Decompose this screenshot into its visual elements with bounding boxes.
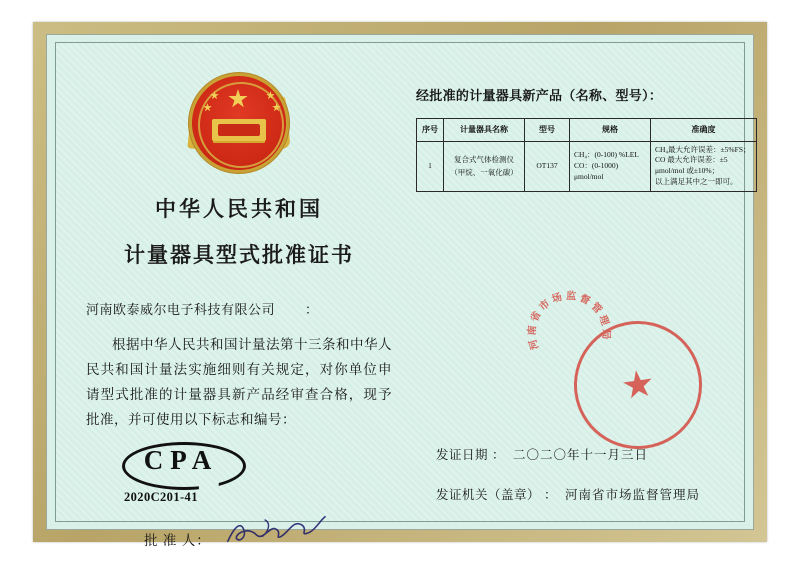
seal-char: 南 [526,325,539,336]
emblem-tiananmen-gate [212,119,266,141]
issue-date-row [436,445,746,463]
seal-char: 河 [527,337,542,351]
column-header-no: 序号 [417,119,444,142]
cell-accuracy-line2: CO 最大允许误差：±5 μmol/mol 或±10%； [655,155,728,176]
issue-date-label: 发证日期 [436,448,489,462]
cell-name-line2: （甲烷、一氧化碳） [450,168,518,178]
column-header-accuracy: 准确度 [651,119,757,142]
certificate-content [56,43,751,548]
column-header-name: 计量器具名称 [444,119,525,142]
company-name-line [86,299,404,318]
cell-accuracy [651,141,757,192]
approved-products-heading: 经批准的计量器具新产品（名称、型号）： [416,88,663,103]
certificate-title-country: 中华人民共和国 [155,197,323,221]
body-paragraph: 根据中华人民共和国计量法第十三条和中华人民共和国计量法实施细则有关规定，对你单位申请型式批准的计量器具新产品经审查合格，现予批准，并可使用以下标志和编号： [86,337,392,427]
certificate-mid-border [46,34,754,548]
seal-char: 省 [529,309,544,324]
issue-authority-colon: ： [544,488,558,502]
cpa-mark [122,442,242,488]
cell-name [444,141,525,192]
issue-authority-value: 河南省市场监督管理局 [565,488,701,502]
certificate-left-column [74,53,404,548]
seal-char: 督 [577,292,592,308]
certificate-outer-border [33,22,767,548]
cell-accuracy-line1: CH₄最大允许误差：±5%FS； [655,144,751,154]
table-row [417,141,757,192]
seal-char: 理 [596,313,611,328]
seal-char: 局 [599,329,612,340]
cell-no: 1 [417,141,444,192]
cell-spec-line1: CH₄：(0-100) %LEL [574,150,639,160]
cpa-mark-text: CPA [143,445,219,475]
issue-date-colon: ： [492,448,506,462]
approver-row [144,529,404,549]
certificate-inner-border [55,42,751,548]
issue-authority-label: 发证机关（盖章） [436,488,541,502]
seal-char: 场 [550,291,564,306]
certificate-title-main: 计量器具型式批准证书 [124,243,354,267]
cell-model: OT137 [525,141,570,192]
cell-spec-line2: CO：(0-1000) μmol/mol [574,160,619,181]
issue-date-value: 二〇二〇年十一月三日 [513,448,649,462]
approved-products-table [416,118,757,192]
approver-signature [221,510,333,549]
company-name-colon: ： [305,302,319,317]
cell-name-line1: 复合式气体检测仪 [454,154,514,164]
issue-authority-row [436,485,746,503]
certificate-body-text [86,332,392,432]
seal-char: 管 [588,301,604,316]
issuance-block [436,445,746,525]
certificate-number: 2020C201-41 [124,490,198,504]
national-emblem-icon [180,67,298,179]
seal-char: 市 [537,298,553,314]
column-header-model: 型号 [525,119,570,142]
column-header-spec: 规格 [570,119,651,142]
approver-label: 批 准 人： [144,533,211,548]
certificate-right-column [416,53,751,502]
seal-char: 监 [565,290,577,303]
seal-text [526,290,707,454]
company-name: 河南欧泰威尔电子科技有限公司 [86,302,276,317]
table-header-row [417,119,757,142]
cell-spec [570,141,651,192]
cell-accuracy-line3: 以上满足其中之一即可。 [655,177,738,187]
